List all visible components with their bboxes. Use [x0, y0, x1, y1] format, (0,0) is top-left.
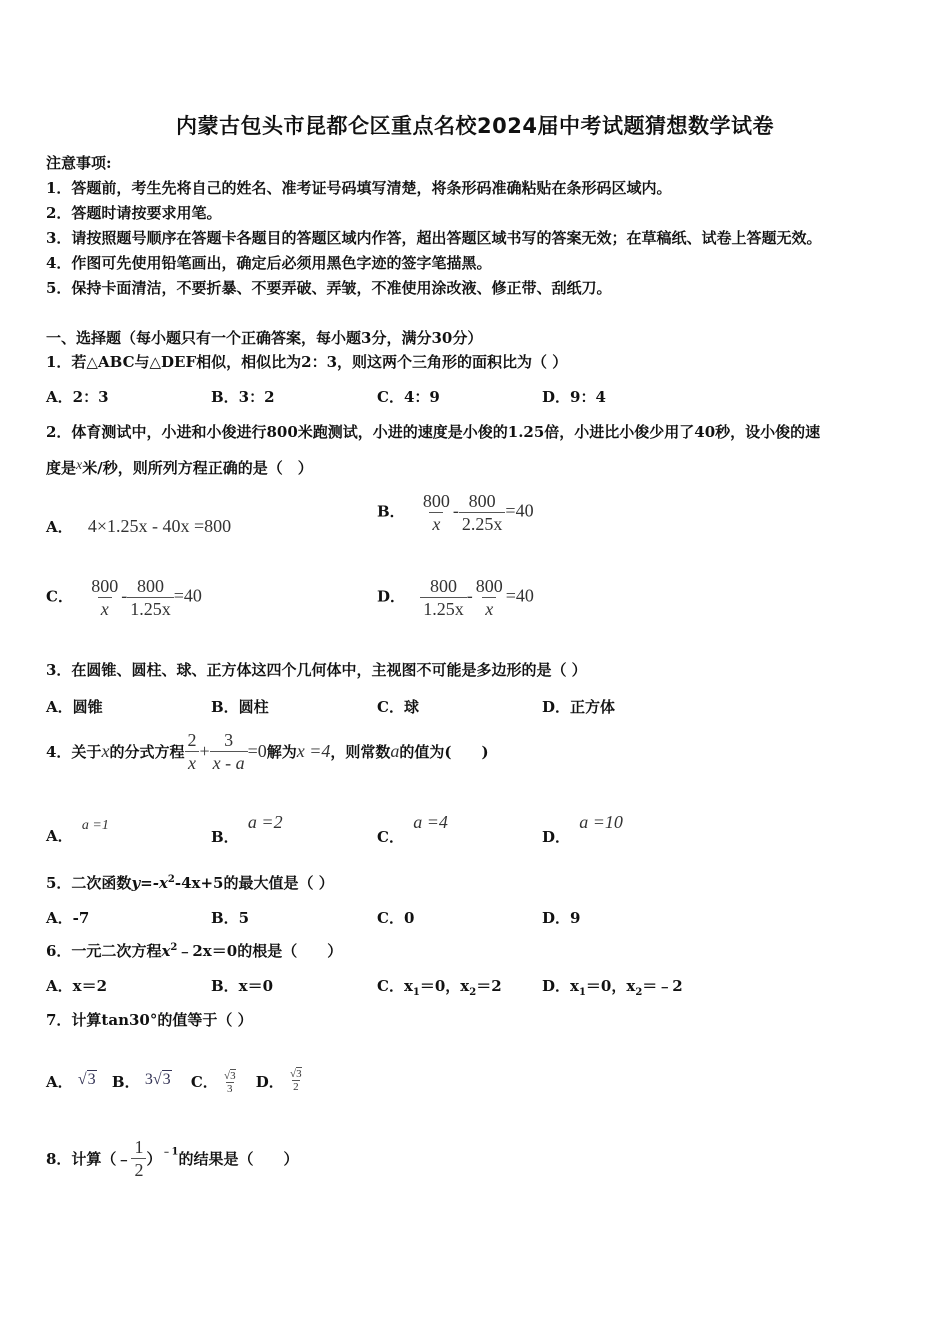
- question-2-stem-line1: 2．体育测试中，小进和小俊进行800米跑测试，小进的速度是小俊的1.25倍，小进比小俊少用了40秒，设小俊的速: [46, 423, 821, 441]
- q8-exponent: ﹣1: [161, 1146, 179, 1158]
- q6-exponent: 2: [170, 942, 178, 953]
- q4-option-c-value: a =4: [413, 812, 448, 832]
- q4-var-a: a: [390, 741, 400, 761]
- q6-option-a: A．x＝2: [46, 977, 108, 995]
- q1-option-b: B．3：2: [211, 388, 275, 406]
- question-2-stem-line2: [46, 457, 313, 478]
- minus-sign: -: [452, 500, 459, 521]
- q5-stem-text: 的最大值是（ ）: [223, 874, 334, 892]
- q4-option-c-label: C．: [377, 828, 404, 846]
- question-3-stem: 3．在圆锥、圆柱、球、正方体这四个几何体中，主视图不可能是多边形的是（ ）: [46, 661, 587, 679]
- q4-option-d: [542, 812, 623, 847]
- q4-option-b-value: a =2: [247, 812, 283, 832]
- q2-b-rhs: =40: [505, 500, 534, 521]
- note-item: 3．请按照题号顺序在答题卡各题目的答题区域内作答，超出答题区域书写的答案无效；在草稿纸、试卷上答题无效。: [46, 229, 822, 247]
- q2-option-a-label: A．: [46, 518, 73, 536]
- q4-stem-text: 的分式方程: [109, 743, 185, 761]
- q6-option-d: D．$x_1=0$，$x_2=﹣2$: [542, 977, 683, 998]
- q2-b-frac-2: $\frac{800}{2.25x}$: [459, 490, 506, 535]
- q2-option-c: [46, 575, 202, 620]
- q4-option-b-label: B．: [211, 828, 239, 846]
- q4-option-c: [377, 812, 448, 847]
- q4-stem-text: 4．关于: [46, 743, 102, 761]
- q2-stem-text: 度是: [46, 459, 77, 477]
- question-6-stem: [46, 940, 342, 961]
- q4-stem-text: 的值为( ): [399, 743, 489, 761]
- q4-option-a-value: a =1: [81, 818, 109, 833]
- minus-sign: -: [466, 585, 473, 606]
- note-item: 5．保持卡面清洁，不要折暴、不要弄破、弄皱，不准使用涂改液、修正带、刮纸刀。: [46, 279, 612, 297]
- q5-stem-text: 5．二次函数: [46, 874, 132, 892]
- section-heading: 一、选择题（每小题只有一个正确答案，每小题3分，满分30分）: [46, 329, 483, 347]
- q7-options: [46, 1068, 303, 1095]
- note-item: 4．作图可先使用铅笔画出，确定后必须用黑色字迹的签字笔描黑。: [46, 254, 492, 272]
- q2-option-a-expr: 4×1.25x - 40x =800: [87, 516, 232, 536]
- q2-stem-text-b: 米/秒，则所列方程正确的是（ ）: [82, 459, 313, 477]
- q2-d-frac-2: $\frac{800}{x}$: [475, 576, 503, 619]
- q6-stem-text: ﹣2x＝0的根是（ ）: [177, 942, 343, 960]
- q6-option-b: B．x＝0: [211, 977, 274, 995]
- q2-option-c-label: C．: [46, 587, 73, 606]
- q4-rhs: =0: [247, 741, 267, 761]
- q2-option-d-label: D．: [377, 587, 406, 606]
- q7-option-c-frac: $\frac{√3}{3}$: [224, 1070, 236, 1095]
- q2-option-a: [46, 516, 231, 537]
- q7-option-b-root: 3√3: [144, 1071, 171, 1088]
- q4-option-a: [46, 815, 109, 846]
- q7-option-b-label: B．: [111, 1073, 140, 1091]
- q6-stem-text: 6．一元二次方程: [46, 942, 162, 960]
- q2-c-rhs: =40: [173, 585, 202, 606]
- q2-c-frac-1: $\frac{800}{x}$: [91, 576, 119, 619]
- q7-option-d-frac: $\frac{√3}{2}$: [290, 1068, 302, 1093]
- q7-option-d-label: D．: [255, 1073, 284, 1091]
- q4-var-x: x: [101, 741, 110, 761]
- q5-option-a: A．-7: [46, 909, 90, 927]
- page-title: 内蒙古包头市昆都仑区重点名校2024届中考试题猜想数学试卷: [176, 114, 774, 138]
- q1-option-c: C．4：9: [377, 388, 440, 406]
- q4-stem-text: ，则常数: [330, 743, 391, 761]
- q2-b-frac-1: $\frac{800}{x}$: [422, 491, 450, 534]
- q5-option-c: C．0: [377, 909, 415, 927]
- q3-option-b: B．圆柱: [211, 698, 269, 716]
- q4-frac-1: $\frac{2}{x}$: [184, 729, 199, 774]
- q3-option-c: C．球: [377, 698, 419, 716]
- minus-sign: -: [121, 585, 128, 606]
- q5-exponent: 2: [167, 874, 175, 885]
- q4-option-a-label: A．: [46, 827, 73, 845]
- q5-function-rest: -4x+5: [174, 874, 224, 892]
- plus-sign: +: [199, 741, 210, 761]
- q4-option-d-label: D．: [542, 828, 571, 846]
- question-8-stem: [46, 1136, 298, 1181]
- q2-option-b: [377, 490, 534, 535]
- q7-option-a-label: A．: [46, 1073, 73, 1091]
- q8-stem-text: 的结果是（ ）: [178, 1150, 299, 1168]
- q8-frac: $\frac{1}{2}$: [131, 1136, 146, 1181]
- q2-option-b-label: B．: [377, 502, 405, 521]
- q3-option-a: A．圆锥: [46, 698, 103, 716]
- q2-c-frac-2: $\frac{800}{1.25x}$: [127, 575, 174, 620]
- q6-option-c: C．$x_1=0$，$x_2=2$: [377, 977, 502, 998]
- question-7-stem: 7．计算tan30°的值等于（ ）: [46, 1011, 253, 1029]
- question-5-stem: [46, 872, 334, 893]
- q2-var-x: x: [76, 458, 83, 473]
- q5-option-d: D．9: [542, 909, 581, 927]
- q4-solution: x =4: [296, 741, 331, 761]
- q2-d-rhs: =40: [505, 585, 534, 606]
- q1-option-d: D．9：4: [542, 388, 606, 406]
- q6-var-x: x: [161, 942, 171, 960]
- q4-frac-2: $\frac{3}{x - a}$: [210, 729, 248, 774]
- q4-option-d-value: a =10: [579, 812, 623, 832]
- q5-function: y=-x: [131, 874, 168, 892]
- question-4-stem: [46, 729, 489, 774]
- q4-option-b: [211, 812, 283, 847]
- note-item: 1．答题前，考生先将自己的姓名、准考证号码填写清楚，将条形码准确粘贴在条形码区域内。: [46, 179, 672, 197]
- q2-option-d: [377, 575, 534, 620]
- q5-option-b: B．5: [211, 909, 250, 927]
- q4-stem-text: 解为: [266, 743, 297, 761]
- note-item: 2．答题时请按要求用笔。: [46, 204, 222, 222]
- q7-option-a-root: √3: [77, 1071, 96, 1088]
- q8-stem-text: ）: [146, 1150, 162, 1168]
- q1-option-a: A．2：3: [46, 388, 109, 406]
- q8-stem-text: 8．计算（﹣: [46, 1150, 132, 1168]
- q7-option-c-label: C．: [190, 1073, 218, 1091]
- notes-heading: 注意事项:: [46, 154, 112, 172]
- q3-option-d: D．正方体: [542, 698, 616, 716]
- q2-d-frac-1: $\frac{800}{1.25x}$: [420, 575, 467, 620]
- question-1-stem: 1．若△ABC与△DEF相似，相似比为2：3，则这两个三角形的面积比为（ ）: [46, 353, 568, 371]
